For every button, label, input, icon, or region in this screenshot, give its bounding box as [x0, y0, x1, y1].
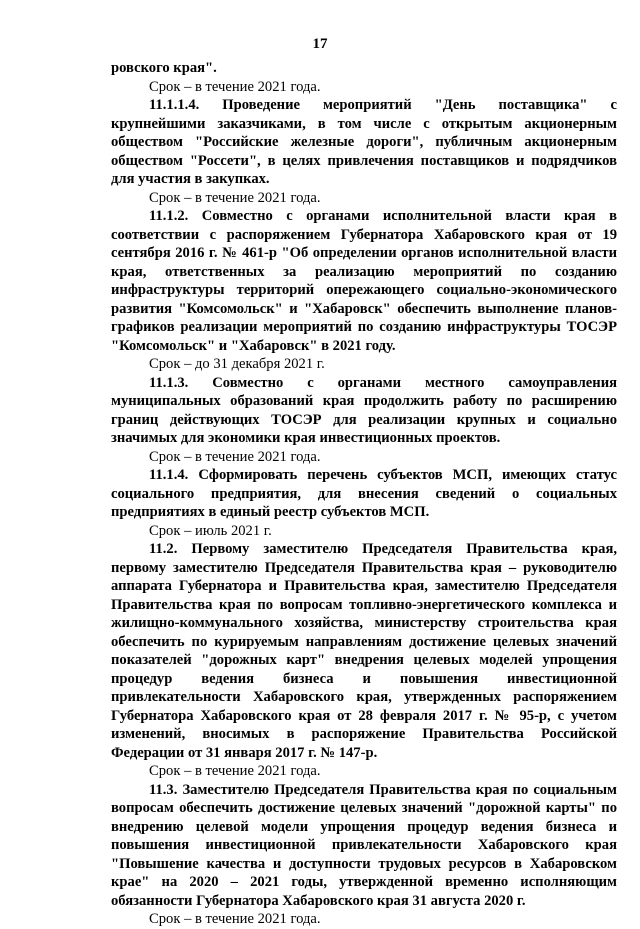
deadline-line: Срок – в течение 2021 года.: [149, 448, 321, 465]
paragraph-11-1-2: 11.1.2. Совместно с органами исполнительной власти края в соответствии с распоряжением Губернатора Хабаровского края от 19 сентября 2016 г. № 461-р "Об определении органов исполнительной власти края, ответственных за реализацию мероприятий по созданию инфраструктуры территорий опережающего социально-экономического развития "Комсомольск" и "Хабаровск" обеспечить выполнение планов-графиков реализации мероприятий по созданию инфраструктуры ТОСЭР "Комсомольск" и "Хабаровск" в 2021 году.: [111, 208, 617, 354]
paragraph-11-1-1-4: 11.1.1.4. Проведение мероприятий "День поставщика" с крупнейшими заказчиками, в том числе с открытым акционерным обществом "Российские железные дороги", публичным акционерным обществом "Россети", в целях привлечения поставщиков и подрядчиков для участия в закупках.: [111, 97, 617, 187]
deadline-line: Срок – в течение 2021 года.: [149, 189, 321, 206]
paragraph-continuation: ровского края".: [111, 60, 217, 76]
paragraph-11-1-4: 11.1.4. Сформировать перечень субъектов МСП, имеющих статус социального предприятия, для внесения сведений о социальных предприятиях в единый реестр субъектов МСП.: [111, 467, 617, 520]
deadline-line: Срок – в течение 2021 года.: [149, 911, 321, 927]
deadline-line: Срок – в течение 2021 года.: [149, 78, 321, 95]
deadline-line: Срок – июль 2021 г.: [149, 522, 272, 539]
paragraph-11-3: 11.3. Заместителю Председателя Правительства края по социальным вопросам обеспечить достижение целевых значений "дорожной карты" по внедрению целевой модели упрощения процедур ведения бизнеса и повышения инвестиционной привлекательности Хабаровского края "Повышение качества и доступности трудовых ресурсов в Хабаровском крае" на 2020 – 2021 годы, утвержденной временно исполняющим обязанности Губернатора Хабаровского края 31 августа 2020 г.: [111, 781, 617, 909]
page-number: 17: [312, 36, 328, 52]
paragraph-11-1-3: 11.1.3. Совместно с органами местного самоуправления муниципальных образований края продолжить работу по расширению границ действующих ТОСЭР для реализации крупных и социально значимых для экономики края инвестиционных проектов.: [111, 374, 617, 446]
document-body: [111, 59, 617, 929]
deadline-line: Срок – в течение 2021 года.: [149, 763, 321, 779]
paragraph-11-2: 11.2. Первому заместителю Председателя Правительства края, первому заместителю Председателя Правительства края – руководителю аппарата Губернатора и Правительства края, заместителю Председателя Правительства края по вопросам топливно-энергетического комплекса и жилищно-коммунального хозяйства, министерству строительства края обеспечить по курируемым направлениям достижение целевых значений показателей "дорожных карт" внедрения целевых моделей упрощения процедур ведения бизнеса и повышения инвестиционной привлекательности Хабаровского края, утвержденных распоряжением Губернатора Хабаровского края от 28 февраля 2017 г. № 95-р, с учетом изменений, вносимых в распоряжение Правительства Российской Федерации от 31 января 2017 г. № 147-р.: [111, 541, 617, 761]
deadline-line: Срок – до 31 декабря 2021 г.: [149, 356, 325, 372]
